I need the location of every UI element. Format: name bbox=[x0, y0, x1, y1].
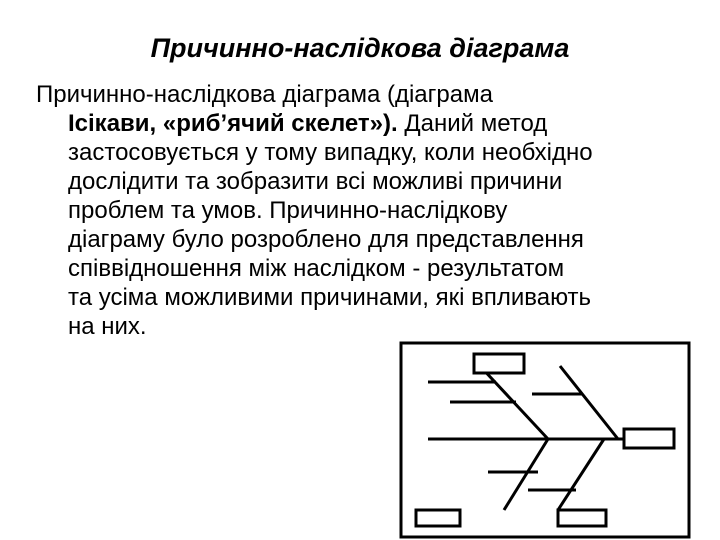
body-line-3: застосовується у тому випадку, коли необхідно bbox=[68, 139, 593, 166]
body-paragraph bbox=[36, 80, 716, 341]
body-line-8: та усіма можливими причинами, які впливають bbox=[68, 284, 592, 311]
body-line-4: дослідити та зобразити всі можливі причини bbox=[68, 168, 563, 195]
body-line-1: Причинно-наслідкова діаграма (діаграма bbox=[36, 81, 493, 108]
cause-box-bottom-right bbox=[558, 510, 606, 526]
body-line-7: співвідношення між наслідком - результатом bbox=[68, 255, 565, 282]
effect-box bbox=[624, 429, 674, 448]
body-line-9: на них. bbox=[68, 313, 147, 340]
term-bold: Ісікави, «риб’ячий скелет»). bbox=[68, 110, 398, 137]
slide-title: Причинно-наслідкова діаграма bbox=[150, 33, 570, 63]
cause-box-top bbox=[474, 354, 524, 373]
body-line-6: діаграму було розроблено для представлення bbox=[68, 226, 584, 253]
body-line-5: проблем та умов. Причинно-наслідкову bbox=[68, 197, 508, 224]
body-line-2-rest: Даний метод bbox=[397, 110, 548, 137]
cause-box-bottom-left bbox=[416, 510, 460, 526]
body-line-2 bbox=[36, 109, 716, 138]
fishbone-diagram bbox=[398, 340, 694, 540]
